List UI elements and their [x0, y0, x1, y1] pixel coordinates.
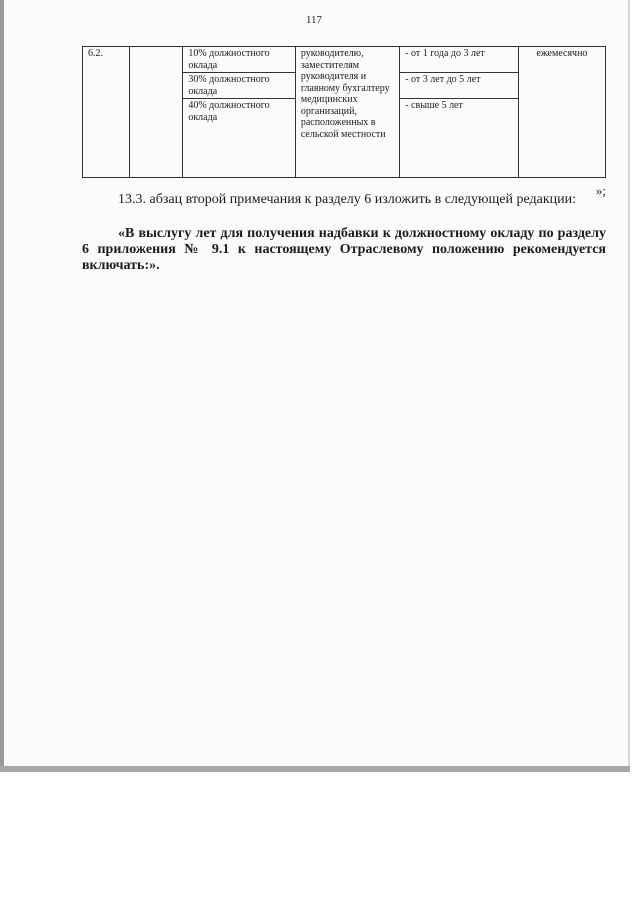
frequency-cell: ежемесячно	[518, 47, 605, 178]
rate-cell: 10% должностного оклада	[183, 47, 296, 73]
amendment-paragraph: 13.3. абзац второй примечания к разделу 6 изложить в следующей редакции:	[118, 192, 577, 207]
seniority-cell: - от 1 года до 3 лет	[400, 47, 519, 73]
page-number: 117	[305, 14, 323, 26]
allowance-table	[82, 46, 606, 178]
table-row	[83, 47, 606, 73]
seniority-cell: - свыше 5 лет	[400, 99, 519, 178]
seniority-cell: - от 3 лет до 5 лет	[400, 73, 519, 99]
item-number-cell: 6.2.	[83, 47, 130, 178]
rate-cell: 40% должностного оклада	[183, 99, 296, 178]
recipients-cell: руководителю, заместителям руководителя и главному бухгалтеру медицинских организаций, расположенных в сельской местности	[295, 47, 399, 178]
quoted-paragraph: «В выслугу лет для получения надбавки к должностному окладу по разделу 6 приложения № 9.1 к настоящему Отраслевому положению рекомендуется включать:».	[82, 226, 606, 273]
rate-cell: 30% должностного оклада	[183, 73, 296, 99]
scan-edge-left	[0, 0, 4, 770]
scan-edge-bottom	[0, 766, 630, 772]
closing-quote-mark: »;	[595, 183, 606, 198]
empty-cell	[129, 47, 183, 178]
